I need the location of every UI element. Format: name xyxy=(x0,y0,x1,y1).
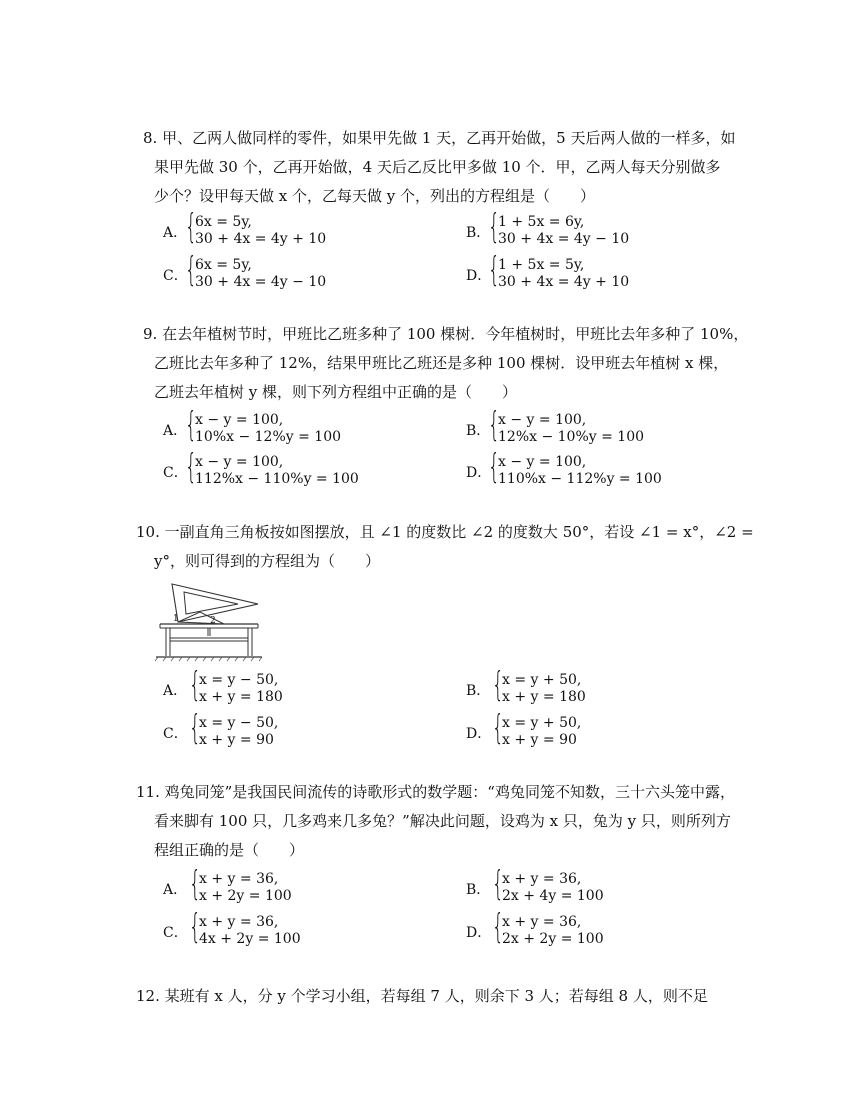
equation: x + y = 180 xyxy=(199,689,283,705)
brace-symbol: { xyxy=(185,250,197,290)
equation: x − y = 100, xyxy=(498,454,587,470)
option-label: C． xyxy=(163,925,188,941)
brace-symbol: { xyxy=(492,708,504,748)
option-label: B． xyxy=(466,225,491,241)
option-label: C． xyxy=(163,465,188,481)
option-label: B． xyxy=(466,683,491,699)
question-text-line: 乙班去年植树 y 棵，则下列方程组中正确的是（ ） xyxy=(154,383,518,401)
brace-symbol: { xyxy=(488,405,500,445)
option-label: C． xyxy=(163,268,188,284)
equation: 30 + 4x = 4y + 10 xyxy=(498,274,630,290)
question-text-line: 8. 甲、乙两人做同样的零件，如果甲先做 1 天，乙再开始做，5 天后两人做的一样多，如 xyxy=(143,129,736,147)
equation: x = y + 50, xyxy=(502,672,582,688)
brace-symbol: { xyxy=(488,250,500,290)
question-text-line: 少个？设甲每天做 x 个，乙每天做 y 个，列出的方程组是（ ） xyxy=(154,187,596,205)
equation: 6x = 5y, xyxy=(195,257,252,273)
question-text-line: 9. 在去年植树节时，甲班比乙班多种了 100 棵树．今年植树时，甲班比去年多种了 10%， xyxy=(143,325,749,343)
equation: 10%x − 12%y = 100 xyxy=(195,429,342,445)
equation: x = y − 50, xyxy=(199,715,279,731)
question-text-line: 果甲先做 30 个，乙再开始做，4 天后乙反比甲多做 10 个．甲，乙两人每天分别做多 xyxy=(154,158,721,176)
angle-label-2: 2 xyxy=(210,616,216,626)
option-label: C． xyxy=(163,726,188,742)
option-label: A． xyxy=(163,882,188,898)
equation: x − y = 100, xyxy=(195,454,284,470)
equation: 1 + 5x = 5y, xyxy=(498,257,585,273)
equation: x = y − 50, xyxy=(199,672,279,688)
option-label: D． xyxy=(466,268,492,284)
equation: x + y = 36, xyxy=(199,871,279,887)
question-text-line: 10. 一副直角三角板按如图摆放，且 ∠1 的度数比 ∠2 的度数大 50°，若设 ∠1 = x°，∠2 = xyxy=(136,523,754,541)
equation: x + y = 36, xyxy=(502,914,582,930)
equation: x − y = 100, xyxy=(195,412,284,428)
equation: x + y = 36, xyxy=(199,914,279,930)
brace-symbol: { xyxy=(185,207,197,247)
question-text-line: 看来脚有 100 只，几多鸡来几多兔？”解决此问题，设鸡为 x 只，兔为 y 只，则所列方 xyxy=(154,812,731,830)
question-text-line: 12. 某班有 x 人，分 y 个学习小组，若每组 7 人，则余下 3 人；若每组 8 人，则不足 xyxy=(136,987,708,1005)
brace-symbol: { xyxy=(189,864,201,904)
equation: 30 + 4x = 4y − 10 xyxy=(195,274,327,290)
option-label: A． xyxy=(163,423,188,439)
brace-symbol: { xyxy=(488,447,500,487)
brace-symbol: { xyxy=(185,405,197,445)
equation: x + y = 36, xyxy=(502,871,582,887)
equation: 2x + 4y = 100 xyxy=(502,888,604,904)
brace-symbol: { xyxy=(492,665,504,705)
brace-symbol: { xyxy=(488,207,500,247)
option-label: D． xyxy=(466,925,492,941)
equation: x − y = 100, xyxy=(498,412,587,428)
brace-symbol: { xyxy=(185,447,197,487)
option-label: D． xyxy=(466,726,492,742)
equation: 4x + 2y = 100 xyxy=(199,931,301,947)
option-label: A． xyxy=(163,683,188,699)
option-label: D． xyxy=(466,465,492,481)
equation: 30 + 4x = 4y + 10 xyxy=(195,231,327,247)
angle-label-1: 1 xyxy=(173,614,179,624)
equation: 1 + 5x = 6y, xyxy=(498,214,585,230)
equation: x + y = 180 xyxy=(502,689,586,705)
brace-symbol: { xyxy=(189,708,201,748)
equation: x + y = 90 xyxy=(199,732,274,748)
equation: x + y = 90 xyxy=(502,732,577,748)
option-label: B． xyxy=(466,423,491,439)
equation: 12%x − 10%y = 100 xyxy=(498,429,645,445)
triangle-ruler-figure xyxy=(154,580,264,662)
question-text-line: 11. 鸡兔同笼”是我国民间流传的诗歌形式的数学题：“鸡兔同笼不知数，三十六头笼中露， xyxy=(136,783,735,801)
option-label: B． xyxy=(466,882,491,898)
brace-symbol: { xyxy=(189,665,201,705)
equation: x + 2y = 100 xyxy=(199,888,292,904)
question-text-line: y°，则可得到的方程组为（ ） xyxy=(154,552,380,570)
equation: x = y + 50, xyxy=(502,715,582,731)
question-text-line: 程组正确的是（ ） xyxy=(154,841,305,859)
option-label: A． xyxy=(163,225,188,241)
question-text-line: 乙班比去年多种了 12%，结果甲班比乙班还是多种 100 棵树．设甲班去年植树 x 棵， xyxy=(154,354,729,372)
brace-symbol: { xyxy=(189,907,201,947)
equation: 112%x − 110%y = 100 xyxy=(195,471,359,487)
equation: 30 + 4x = 4y − 10 xyxy=(498,231,630,247)
brace-symbol: { xyxy=(492,907,504,947)
brace-symbol: { xyxy=(492,864,504,904)
equation: 110%x − 112%y = 100 xyxy=(498,471,662,487)
equation: 6x = 5y, xyxy=(195,214,252,230)
equation: 2x + 2y = 100 xyxy=(502,931,604,947)
